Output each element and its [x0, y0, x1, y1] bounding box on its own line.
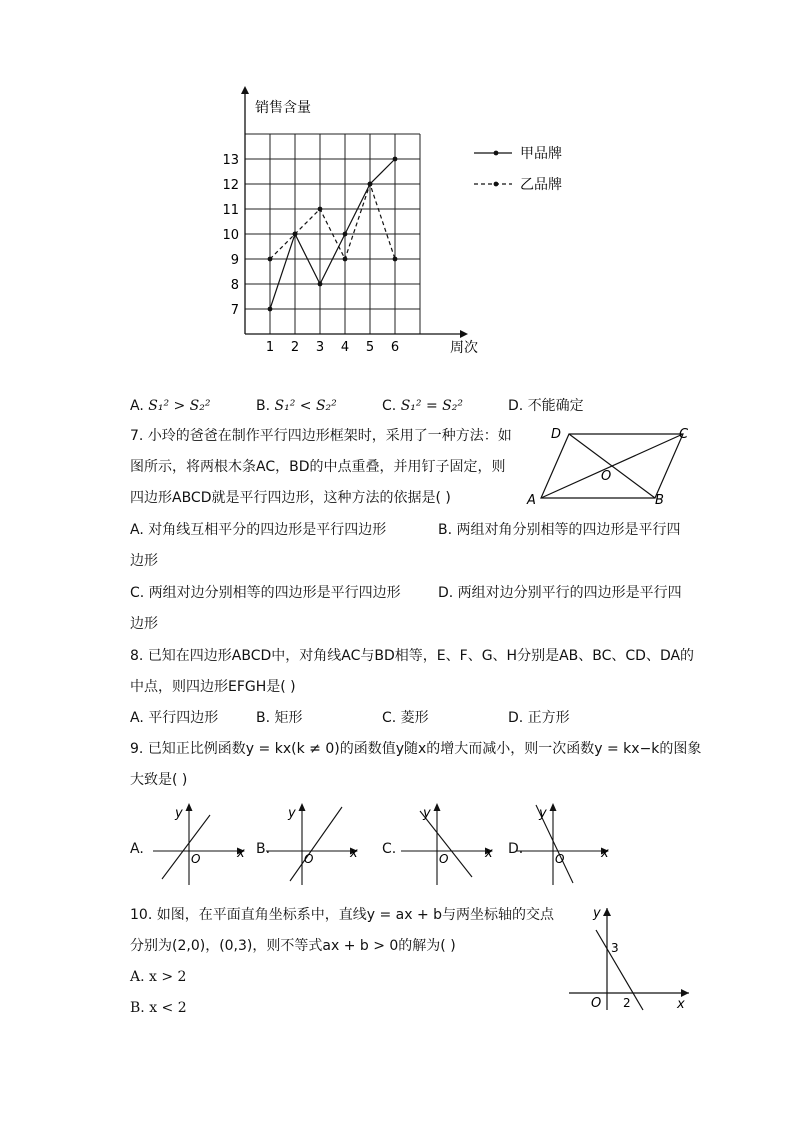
q7-stem-line1: 7. 小玲的爸爸在制作平行四边形框架时，采用了一种方法：如	[130, 428, 512, 444]
q9-origin-label-3: O	[439, 852, 449, 866]
q10-x-intercept-label: 2	[623, 996, 631, 1010]
q10-option-b[interactable]: B. x < 2	[130, 1000, 187, 1016]
q10-origin-label: O	[591, 996, 602, 1011]
data-point-s2-2	[293, 232, 298, 237]
q8-option-d[interactable]: D. 正方形	[508, 710, 570, 726]
x-tick-label: 6	[390, 340, 400, 355]
data-point-s1-6	[393, 157, 398, 162]
data-point-s1-4	[343, 232, 348, 237]
q9-y-label-1: y	[175, 806, 183, 821]
q6-option-a[interactable]: A. S₁² > S₂²	[130, 398, 211, 414]
q9-y-label-2: y	[288, 806, 296, 821]
label-B: B	[655, 493, 664, 508]
q7-option-b[interactable]: B. 两组对角分别相等的四边形是平行四	[438, 522, 681, 538]
q6-option-d[interactable]: D. 不能确定	[508, 398, 584, 414]
q6-option-c[interactable]: C. S₁² = S₂²	[382, 398, 463, 414]
q10-x-label: x	[677, 997, 685, 1012]
q8-option-a[interactable]: A. 平行四边形	[130, 710, 219, 726]
q9-y-arrow-2	[299, 803, 306, 811]
data-point-s1-3	[318, 282, 323, 287]
chart-legend	[474, 145, 562, 193]
q7-stem-line3: 四边形ABCD就是平行四边形，这种方法的依据是( )	[130, 490, 451, 506]
q8-stem-line2: 中点，则四边形EFGH是( )	[130, 679, 296, 695]
x-tick-label: 1	[265, 340, 275, 355]
q9-x-label-1: x	[237, 846, 245, 861]
data-point-s1-1	[268, 307, 273, 312]
y-tick-label: 7	[230, 303, 239, 318]
y-tick-label: 11	[222, 203, 239, 218]
q6-option-b[interactable]: B. S₁² < S₂²	[256, 398, 337, 414]
q9-x-label-4: x	[601, 846, 609, 861]
q7-parallelogram-figure	[525, 420, 695, 510]
data-point-s2-5	[368, 182, 373, 187]
legend-marker-1	[494, 151, 499, 156]
q9-option-b-label[interactable]: B.	[256, 841, 271, 857]
q10-stem-line1: 10. 如图，在平面直角坐标系中，直线y = ax + b与两坐标轴的交点	[130, 907, 555, 923]
y-axis-arrow	[241, 86, 249, 94]
y-tick-label: 13	[222, 153, 239, 168]
q9-option-c-label[interactable]: C.	[382, 841, 397, 857]
q7-option-c[interactable]: C. 两组对边分别相等的四边形是平行四边形	[130, 585, 401, 601]
q9-stem-line2: 大致是( )	[130, 772, 188, 788]
q9-x-label-3: x	[485, 846, 493, 861]
q7-stem-line2: 图所示，将两根木条AC，BD的中点重叠，并用钉子固定，则	[130, 459, 506, 475]
q9-origin-label-1: O	[191, 852, 201, 866]
q9-origin-label-4: O	[555, 852, 565, 866]
data-point-s2-1	[268, 257, 273, 262]
q8-option-b[interactable]: B. 矩形	[256, 710, 303, 726]
q10-coordinate-figure	[565, 900, 695, 1015]
x-axis-label: 周次	[450, 340, 478, 356]
q9-option-d-label[interactable]: D.	[508, 841, 524, 857]
label-D: D	[551, 427, 562, 442]
q7-option-b-cont: 边形	[130, 553, 158, 569]
y-tick-label: 12	[222, 178, 239, 193]
q10-option-a[interactable]: A. x > 2	[130, 969, 187, 985]
x-tick-label: 2	[290, 340, 300, 355]
sales-line-chart	[0, 0, 794, 380]
q7-option-d[interactable]: D. 两组对边分别平行的四边形是平行四	[438, 585, 682, 601]
x-tick-label: 3	[315, 340, 325, 355]
q9-origin-label-2: O	[304, 852, 314, 866]
label-O: O	[601, 469, 612, 484]
q9-stem-line1: 9. 已知正比例函数y = kx(k ≠ 0)的函数值y随x的增大而减小，则一次函数y = kx−k的图象	[130, 741, 702, 757]
q9-y-label-4: y	[539, 806, 547, 821]
q9-y-label-3: y	[423, 806, 431, 821]
y-tick-label: 9	[230, 253, 239, 268]
series-line-2	[270, 184, 395, 259]
q8-stem-line1: 8. 已知在四边形ABCD中，对角线AC与BD相等，E、F、G、H分别是AB、BC、CD、DA的	[130, 648, 695, 664]
legend-label-2: 乙品牌	[520, 177, 562, 193]
q9-x-label-2: x	[350, 846, 358, 861]
x-tick-label: 5	[365, 340, 375, 355]
q9-y-arrow-4	[550, 803, 557, 811]
q10-y-intercept-label: 3	[611, 941, 619, 955]
q9-y-arrow-3	[434, 803, 441, 811]
label-A: A	[527, 493, 536, 508]
data-point-s2-4	[343, 257, 348, 262]
y-tick-label: 10	[222, 228, 239, 243]
x-axis-arrow	[460, 330, 468, 338]
label-C: C	[679, 427, 689, 442]
y-tick-label: 8	[230, 278, 239, 293]
data-point-s2-6	[393, 257, 398, 262]
q10-y-label: y	[593, 906, 601, 921]
chart-ticks	[222, 153, 399, 355]
chart-axes	[241, 86, 468, 338]
q7-option-a[interactable]: A. 对角线互相平分的四边形是平行四边形	[130, 522, 387, 538]
y-axis-label: 销售含量	[255, 100, 311, 116]
x-tick-label: 4	[340, 340, 350, 355]
q7-option-d-cont: 边形	[130, 616, 158, 632]
q8-option-c[interactable]: C. 菱形	[382, 710, 429, 726]
q9-graph-line-1	[162, 815, 210, 879]
data-point-s2-3	[318, 207, 323, 212]
legend-marker-2	[494, 182, 499, 187]
q9-y-arrow-1	[186, 803, 193, 811]
q9-option-graphs	[0, 795, 794, 890]
legend-label-1: 甲品牌	[520, 146, 562, 162]
q10-stem-line2: 分别为(2,0)，(0,3)，则不等式ax + b > 0的解为( )	[130, 938, 456, 954]
q9-option-a-label[interactable]: A.	[130, 841, 144, 857]
q9-graph-line-2	[290, 807, 342, 881]
